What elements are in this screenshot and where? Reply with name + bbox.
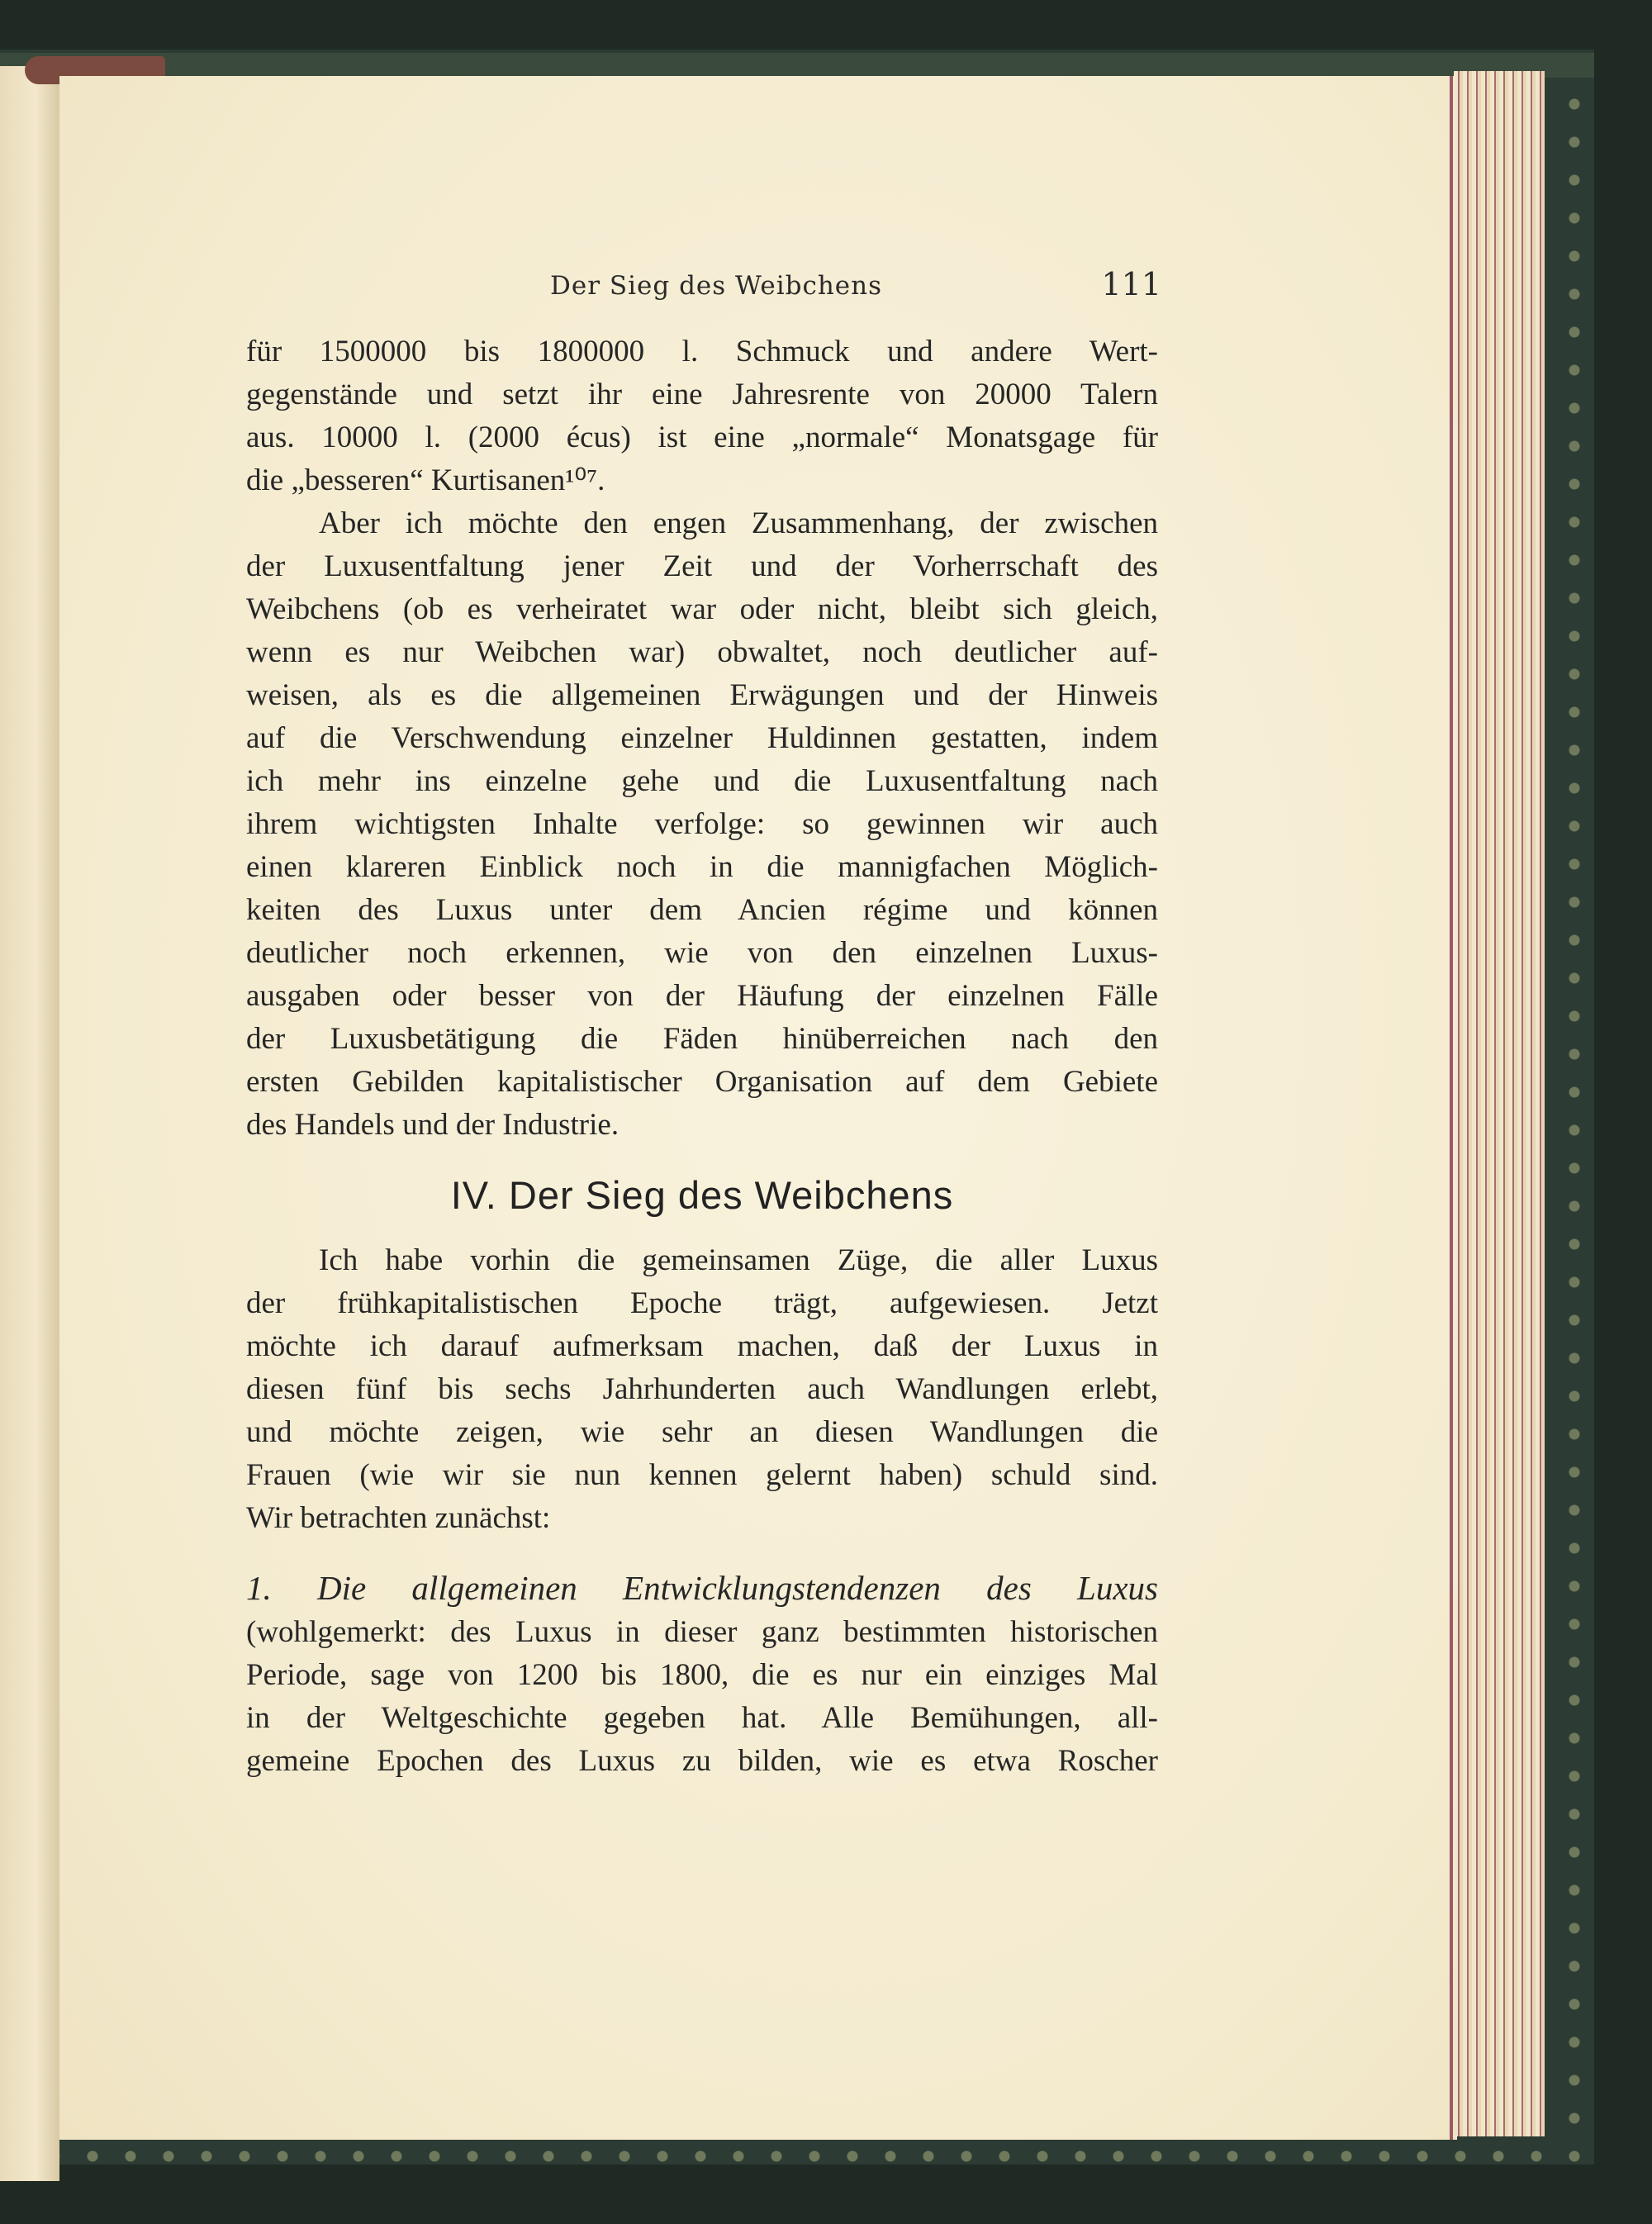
- paragraph-1: [246, 330, 1158, 502]
- text-line: wenn es nur Weibchen war) obwaltet, noch deutlicher auf-: [246, 635, 1158, 669]
- page-edges: [1454, 71, 1545, 2136]
- text-line: diesen fünf bis sechs Jahrhunderten auch Wandlungen erlebt,: [246, 1372, 1158, 1406]
- text-line: für 1500000 bis 1800000 l. Schmuck und andere Wert-: [246, 335, 1158, 368]
- text-line: gegenstände und setzt ihr eine Jahresrente von 20000 Talern: [246, 378, 1158, 411]
- text-line: Ich habe vorhin die gemeinsamen Züge, die aller Luxus: [319, 1243, 1158, 1277]
- text-line: der Luxusbetätigung die Fäden hinüberreichen nach den: [246, 1022, 1158, 1056]
- page-header: [550, 266, 1161, 316]
- text-line: Periode, sage von 1200 bis 1800, die es nur ein einziges Mal: [246, 1658, 1158, 1692]
- text-line: möchte ich darauf aufmerksam machen, daß der Luxus in: [246, 1329, 1158, 1363]
- text-line: einen klareren Einblick noch in die mannigfachen Möglich-: [246, 850, 1158, 884]
- text-line: aus. 10000 l. (2000 écus) ist eine „normale“ Monatsgage für: [246, 421, 1158, 454]
- text-line: in der Weltgeschichte gegeben hat. Alle Bemühungen, all-: [246, 1701, 1158, 1735]
- text-line: keiten des Luxus unter dem Ancien régime und können: [246, 893, 1158, 927]
- text-line: deutlicher noch erkennen, wie von den einzelnen Luxus-: [246, 936, 1158, 970]
- text-line: ersten Gebilden kapitalistischer Organisation auf dem Gebiete: [246, 1065, 1158, 1099]
- left-page-edge: [0, 66, 59, 2181]
- text-line: weisen, als es die allgemeinen Erwägungen und der Hinweis: [246, 678, 1158, 712]
- text-line: der Luxusentfaltung jener Zeit und der Vorherrschaft des: [246, 549, 1158, 583]
- subsection-heading: 1. Die allgemeinen Entwicklungstendenzen des Luxus: [246, 1569, 1158, 1607]
- text-line: Weibchens (ob es verheiratet war oder nicht, bleibt sich gleich,: [246, 592, 1158, 626]
- paragraph-3: [246, 1239, 1158, 1540]
- text-line: Frauen (wie wir sie nun kennen gelernt haben) schuld sind.: [246, 1458, 1158, 1492]
- text-line: Wir betrachten zunächst:: [246, 1501, 551, 1535]
- text-line: ausgaben oder besser von der Häufung der einzelnen Fälle: [246, 979, 1158, 1013]
- text-line: Aber ich möchte den engen Zusammenhang, der zwischen: [319, 506, 1158, 540]
- running-head: Der Sieg des Weibchens: [550, 271, 883, 301]
- text-line: und möchte zeigen, wie sehr an diesen Wandlungen die: [246, 1415, 1158, 1449]
- paragraph-4: [246, 1565, 1158, 1783]
- text-line: auf die Verschwendung einzelner Huldinnen gestatten, indem: [246, 721, 1158, 755]
- text-line: gemeine Epochen des Luxus zu bilden, wie es etwa Roscher: [246, 1744, 1158, 1778]
- page-number: 111: [1101, 266, 1161, 302]
- text-line: ich mehr ins einzelne gehe und die Luxusentfaltung nach: [246, 764, 1158, 798]
- text-line: der frühkapitalistischen Epoche trägt, aufgewiesen. Jetzt: [246, 1286, 1158, 1320]
- paragraph-2: [246, 502, 1158, 1147]
- text-line: (wohlgemerkt: des Luxus in dieser ganz bestimmten historischen: [246, 1615, 1158, 1649]
- text-line: ihrem wichtigsten Inhalte verfolge: so gewinnen wir auch: [246, 807, 1158, 841]
- cover-top-edge: [0, 53, 1594, 78]
- text-line: des Handels und der Industrie.: [246, 1108, 620, 1142]
- text-line: die „besseren“ Kurtisanen¹⁰⁷.: [246, 463, 605, 497]
- section-heading: IV. Der Sieg des Weibchens: [450, 1173, 954, 1217]
- page-border-line: [1450, 76, 1453, 2140]
